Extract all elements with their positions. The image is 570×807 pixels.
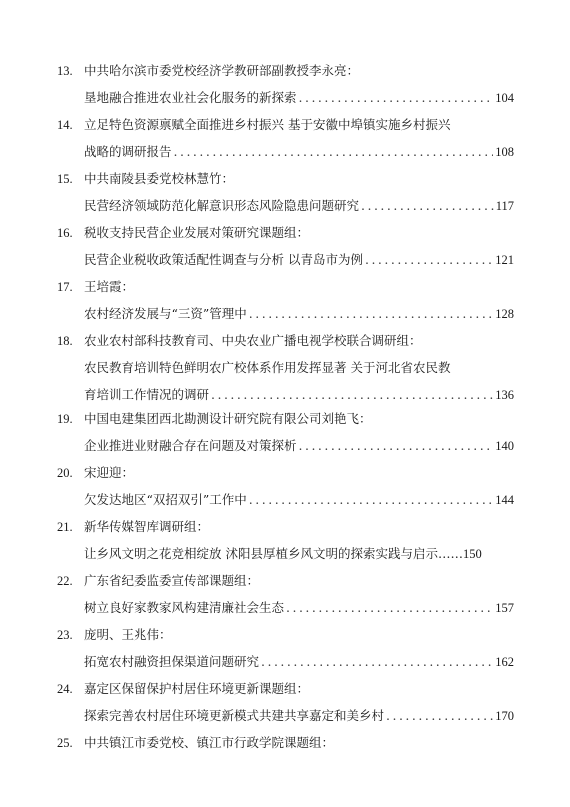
- entry-number: 13.: [57, 64, 73, 78]
- entry-author: 广东省纪委监委宣传部课题组：: [84, 573, 260, 588]
- entry-title-line[interactable]: [84, 251, 514, 269]
- page-number: 144: [495, 493, 514, 507]
- page-number: 136: [495, 388, 514, 402]
- entry-number: 15.: [57, 172, 73, 186]
- entry-title-line[interactable]: [84, 653, 514, 671]
- entry-title-line[interactable]: [84, 386, 514, 404]
- entry-title: 欠发达地区“双招双引”工作中: [84, 492, 247, 507]
- entry-number: 22.: [57, 574, 73, 588]
- entry-number: 17.: [57, 280, 73, 294]
- leader-dots: [211, 386, 493, 404]
- leader-dots: [249, 491, 493, 509]
- leader-dots: [174, 143, 494, 161]
- leader-dots: [299, 437, 494, 455]
- leader-dots: [249, 305, 493, 323]
- entry-number: 16.: [57, 226, 73, 240]
- entry-title: 战略的调研报告: [84, 144, 172, 159]
- entry-title-line: 农民教育培训特色鲜明农广校体系作用发挥显著 关于河北省农民教: [84, 360, 451, 375]
- page-number: 128: [495, 307, 514, 321]
- entry-title-line[interactable]: [84, 545, 514, 563]
- page-number: 104: [495, 91, 514, 105]
- entry-title: 拓宽农村融资担保渠道问题研究: [84, 654, 260, 669]
- entry-author: 庞明、王兆伟：: [84, 627, 172, 642]
- leader-dots: [365, 251, 493, 269]
- leader-dots: [299, 89, 494, 107]
- entry-title: 民营经济领域防范化解意识形态风险隐患问题研究: [84, 198, 360, 213]
- entry-number: 20.: [57, 466, 73, 480]
- entry-author: 新华传媒智库调研组：: [84, 519, 210, 534]
- entry-number: 24.: [57, 682, 73, 696]
- entry-title-line[interactable]: [84, 437, 514, 455]
- entry-title-line[interactable]: [84, 197, 514, 215]
- entry-title: 民营企业税收政策适配性调查与分析 以青岛市为例: [84, 252, 363, 267]
- entry-title-line[interactable]: [84, 89, 514, 107]
- entry-author: 中共南陵县委党校林慧竹：: [84, 171, 235, 186]
- entry-author: 税收支持民营企业发展对策研究课题组：: [84, 225, 310, 240]
- leader-dots: [286, 599, 493, 617]
- entry-title-line[interactable]: [84, 143, 514, 161]
- entry-title-line[interactable]: [84, 305, 514, 323]
- entry-title: 让乡风文明之花竞相绽放 沭阳县厚植乡风文明的探索实践与启示……: [84, 546, 463, 561]
- page-number: 140: [495, 439, 514, 453]
- entry-title: 育培训工作情况的调研: [84, 387, 210, 402]
- entry-title-line[interactable]: [84, 491, 514, 509]
- entry-author: 立足特色资源禀赋全面推进乡村振兴 基于安徽中埠镇实施乡村振兴: [84, 117, 451, 132]
- entry-author: 嘉定区保留保护村居住环境更新课题组：: [84, 681, 310, 696]
- page-number: 150: [462, 547, 482, 561]
- entry-number: 23.: [57, 628, 73, 642]
- entry-number: 18.: [57, 334, 73, 348]
- entry-author: 王培霞：: [84, 279, 135, 294]
- entry-title: 农村经济发展与“三资”管理中: [84, 306, 247, 321]
- entry-author: 中国电建集团西北勘测设计研究院有限公司刘艳飞：: [84, 411, 372, 426]
- entry-title: 探索完善农村居住环境更新模式共建共享嘉定和美乡村: [84, 708, 385, 723]
- page-number: 170: [495, 709, 514, 723]
- page-number: 157: [495, 601, 514, 615]
- leader-dots: [261, 653, 493, 671]
- entry-author: 中共镇江市委党校、镇江市行政学院课题组：: [84, 735, 335, 750]
- entry-title: 企业推进业财融合存在问题及对策探析: [84, 438, 297, 453]
- entry-title-line[interactable]: [84, 599, 514, 617]
- entry-number: 19.: [57, 412, 73, 426]
- leader-dots: [361, 197, 494, 215]
- entry-title: 垦地融合推进农业社会化服务的新探索: [84, 90, 297, 105]
- entry-number: 21.: [57, 520, 73, 534]
- page-number: 108: [495, 145, 514, 159]
- leader-dots: [386, 707, 493, 725]
- page-number: 117: [495, 199, 514, 213]
- page-number: 162: [495, 655, 514, 669]
- entry-author: 宋迎迎：: [84, 465, 135, 480]
- entry-author: 农业农村部科技教育司、中央农业广播电视学校联合调研组：: [84, 333, 422, 348]
- page-number: 121: [495, 253, 514, 267]
- entry-title: 树立良好家教家风构建清廉社会生态: [84, 600, 285, 615]
- entry-title-line[interactable]: [84, 707, 514, 725]
- entry-number: 25.: [57, 736, 73, 750]
- entry-author: 中共哈尔滨市委党校经济学教研部副教授李永亮：: [84, 63, 360, 78]
- entry-number: 14.: [57, 118, 73, 132]
